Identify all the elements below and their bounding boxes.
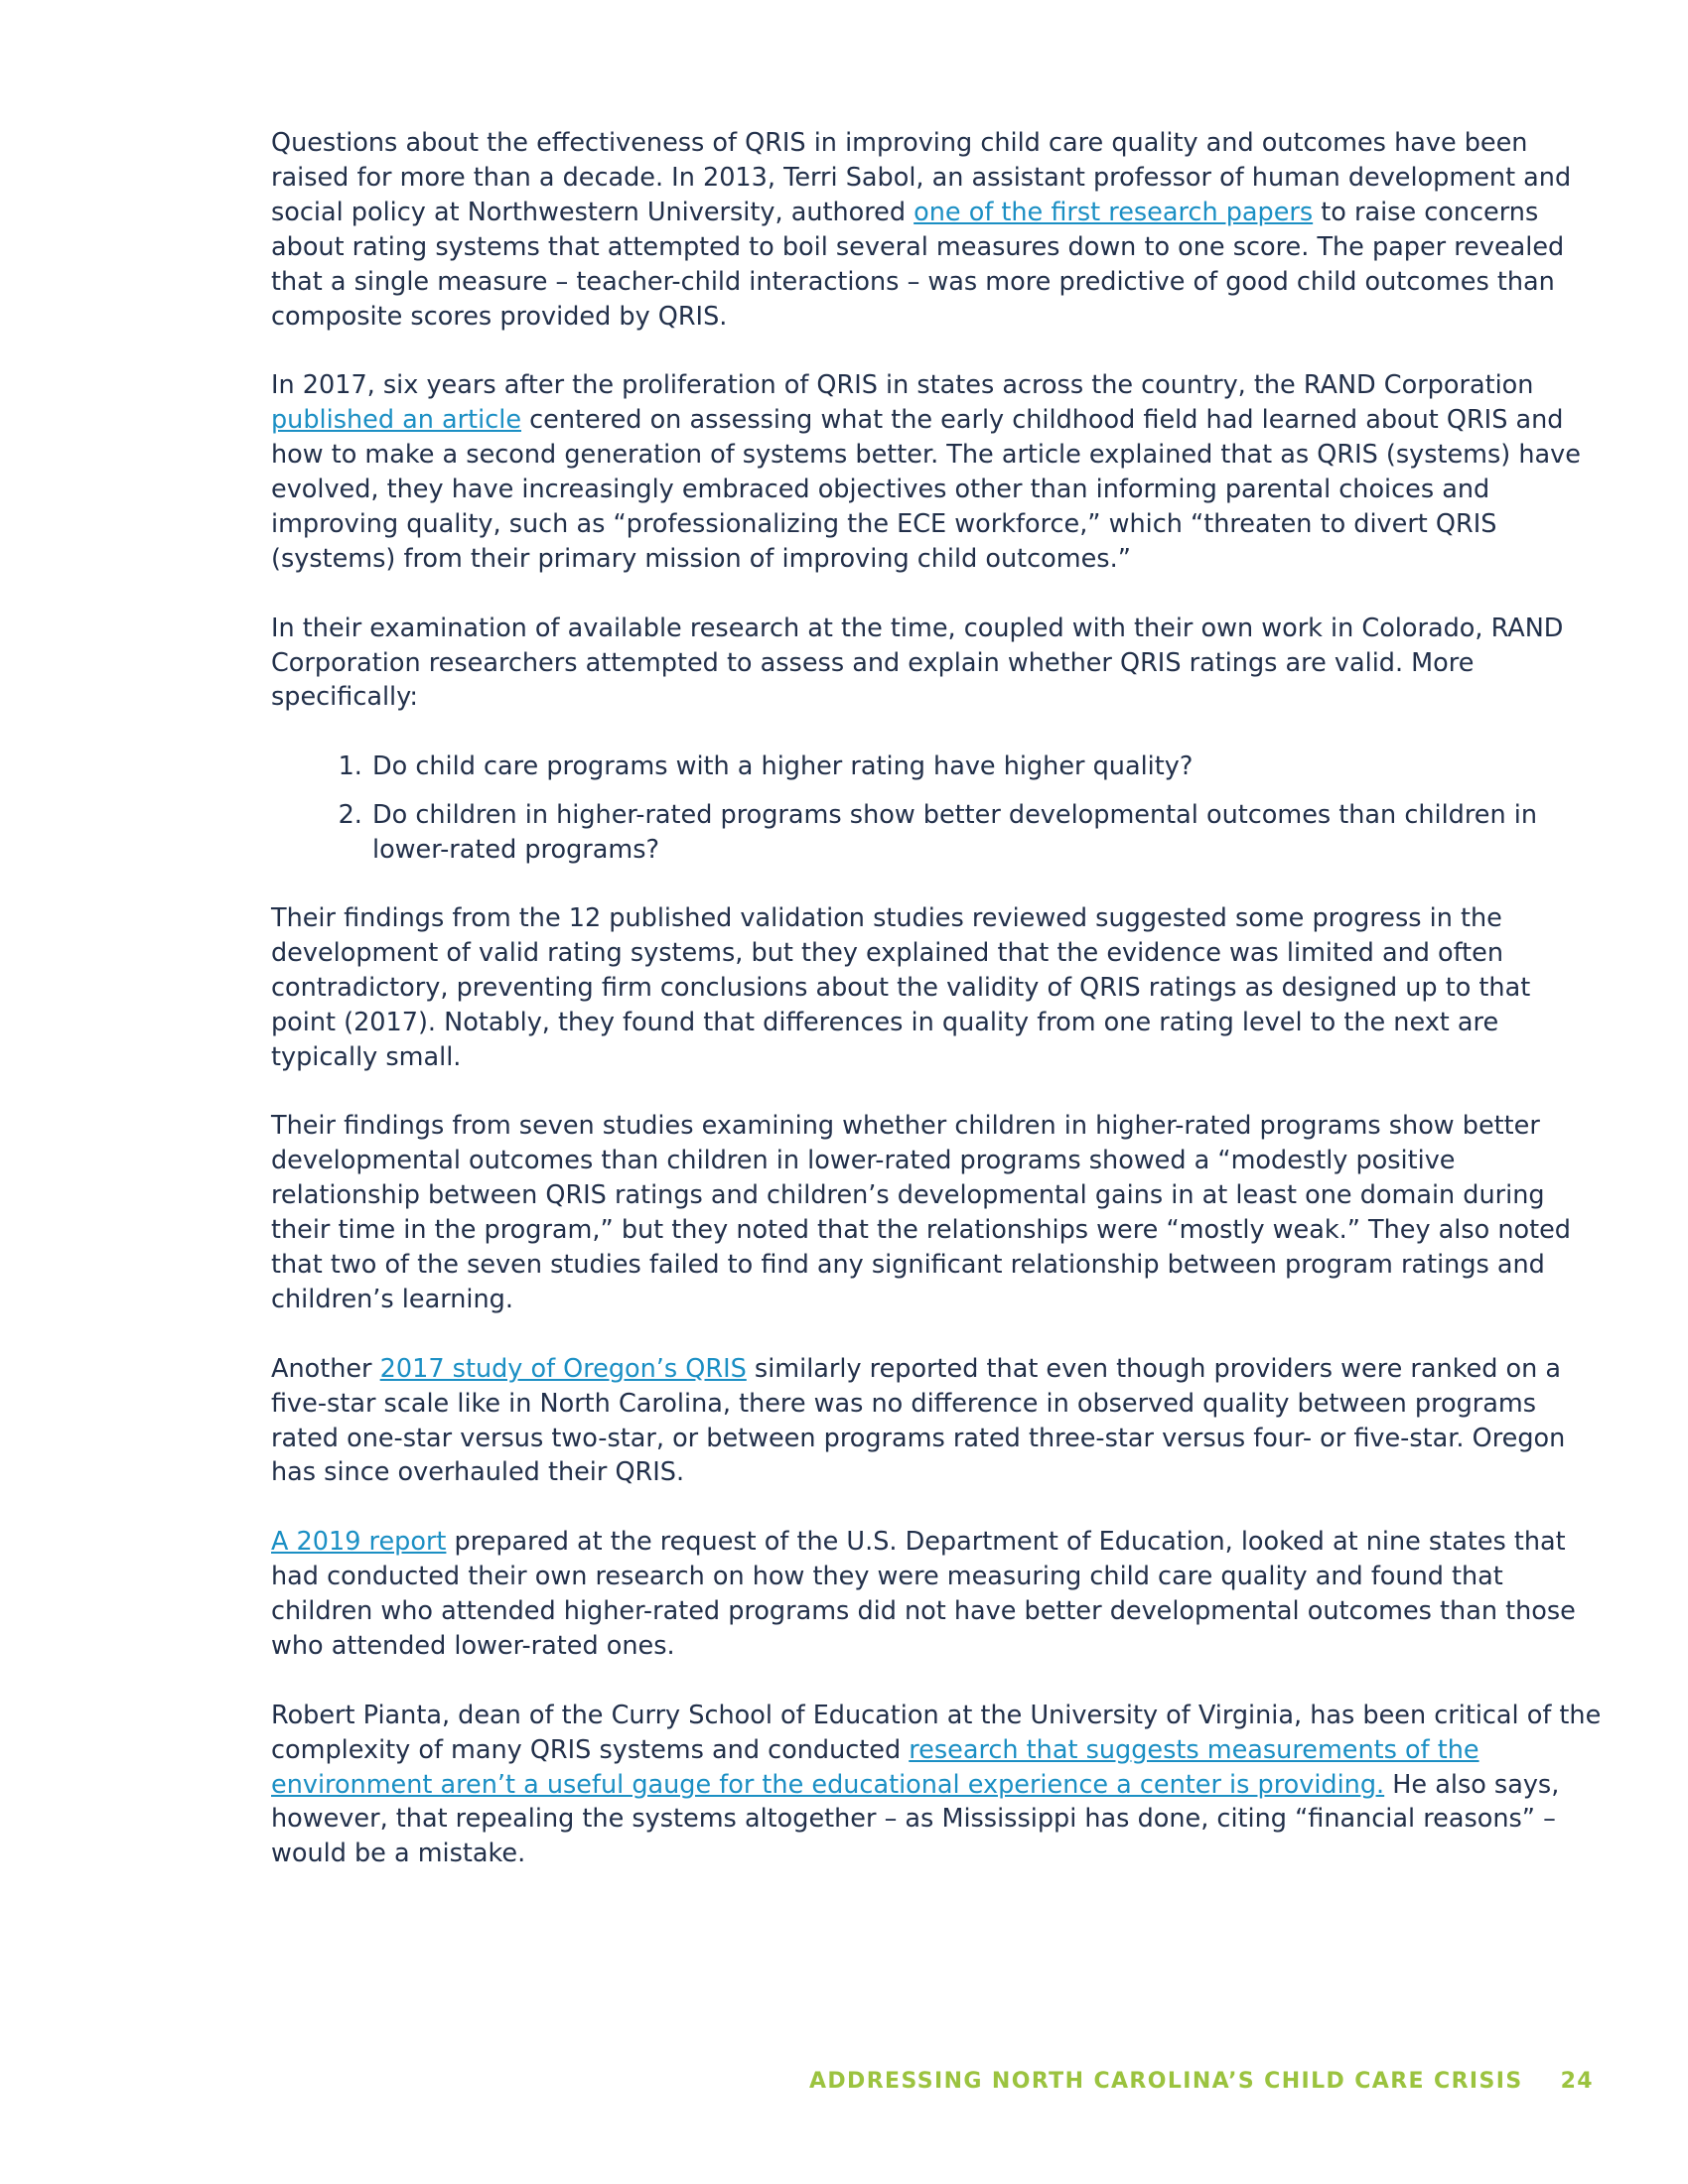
paragraph-pianta: Robert Pianta, dean of the Curry School of Education at the University of Virginia, has been critical of the complexity of many QRIS systems and conducted research that suggests measurements of the environment aren’t a useful gauge for the educational experience a center is providing. He also says, however, that repealing the systems altogether – as Mississippi has done, citing “financial reasons” – would be a mistake.: [271, 1700, 1602, 1869]
paragraph-sabol: Questions about the effectiveness of QRIS in improving child care quality and outcomes have been raised for more than a decade. In 2013, Terri Sabol, an assistant professor of human development and social policy at Northwestern University, authored one of the first research papers to raise concerns about rating systems that attempted to boil several measures down to one score. The paper revealed that a single measure – teacher-child interactions – was more predictive of good child outcomes than composite scores provided by QRIS.: [271, 128, 1572, 332]
link-first-research-papers[interactable]: one of the first research papers: [914, 197, 1314, 227]
paragraph-oregon: Another 2017 study of Oregon’s QRIS similarly reported that even though providers were ranked on a five-star scale like in North Carolina, there was no difference in observed quality between programs rated one-star versus two-star, or between programs rated three-star versus four- or five-star. Oregon has since overhauled their QRIS.: [271, 1353, 1566, 1488]
list-item: 1. Do child care programs with a higher rating have higher quality?: [370, 750, 1602, 784]
link-pianta-research[interactable]: research that suggests measurements of the environment aren’t a useful gauge for the educational experience a center is providing.: [271, 1734, 1479, 1800]
research-questions-list: [271, 750, 1602, 868]
page-number: 24: [1560, 2069, 1594, 2094]
paragraph-validation-findings: Their findings from the 12 published validation studies reviewed suggested some progress in the development of valid rating systems, but they explained that the evidence was limited and often contradictory, preventing firm conclusions about the validity of QRIS ratings as designed up to that point (2017). Notably, they found that differences in quality from one rating level to the next are typically small.: [271, 902, 1531, 1072]
link-oregon-study[interactable]: 2017 study of Oregon’s QRIS: [379, 1353, 747, 1384]
paragraph-2019-report: A 2019 report prepared at the request of the U.S. Department of Education, looked at nine states that had conducted their own research on how they were measuring child care quality and found that children who attended higher-rated programs did not have better developmental outcomes than those who attended lower-rated ones.: [271, 1527, 1576, 1661]
link-published-article[interactable]: published an article: [271, 405, 522, 436]
article-body: [271, 126, 1602, 1906]
list-item: 2. Do children in higher-rated programs show better developmental outcomes than children in lower-rated programs?: [370, 798, 1602, 868]
paragraph-rand-examination: In their examination of available research at the time, coupled with their own work in Colorado, RAND Corporation researchers attempted to assess and explain whether QRIS ratings are valid. More specifically:: [271, 613, 1564, 713]
paragraph-rand-2017: In 2017, six years after the proliferation of QRIS in states across the country, the RAND Corporation published an article centered on assessing what the early childhood field had learned about QRIS and how to make a second generation of systems better. The article explained that as QRIS (systems) have evolved, they have increasingly embraced objectives other than informing parental choices and improving quality, such as “professionalizing the ECE workforce,” which “threaten to divert QRIS (systems) from their primary mission of improving child outcomes.”: [271, 370, 1581, 574]
footer-title: ADDRESSING NORTH CAROLINA’S CHILD CARE CRISIS: [808, 2069, 1523, 2094]
link-2019-report[interactable]: A 2019 report: [271, 1527, 447, 1558]
paragraph-seven-studies: Their findings from seven studies examining whether children in higher-rated programs show better developmental outcomes than children in lower-rated programs showed a “modestly positive relationship between QRIS ratings and children’s developmental gains in at least one domain during their time in the program,” but they noted that the relationships were “mostly weak.” They also noted that two of the seven studies failed to find any significant relationship between program ratings and children’s learning.: [271, 1111, 1571, 1314]
page-footer: [809, 2069, 1594, 2094]
